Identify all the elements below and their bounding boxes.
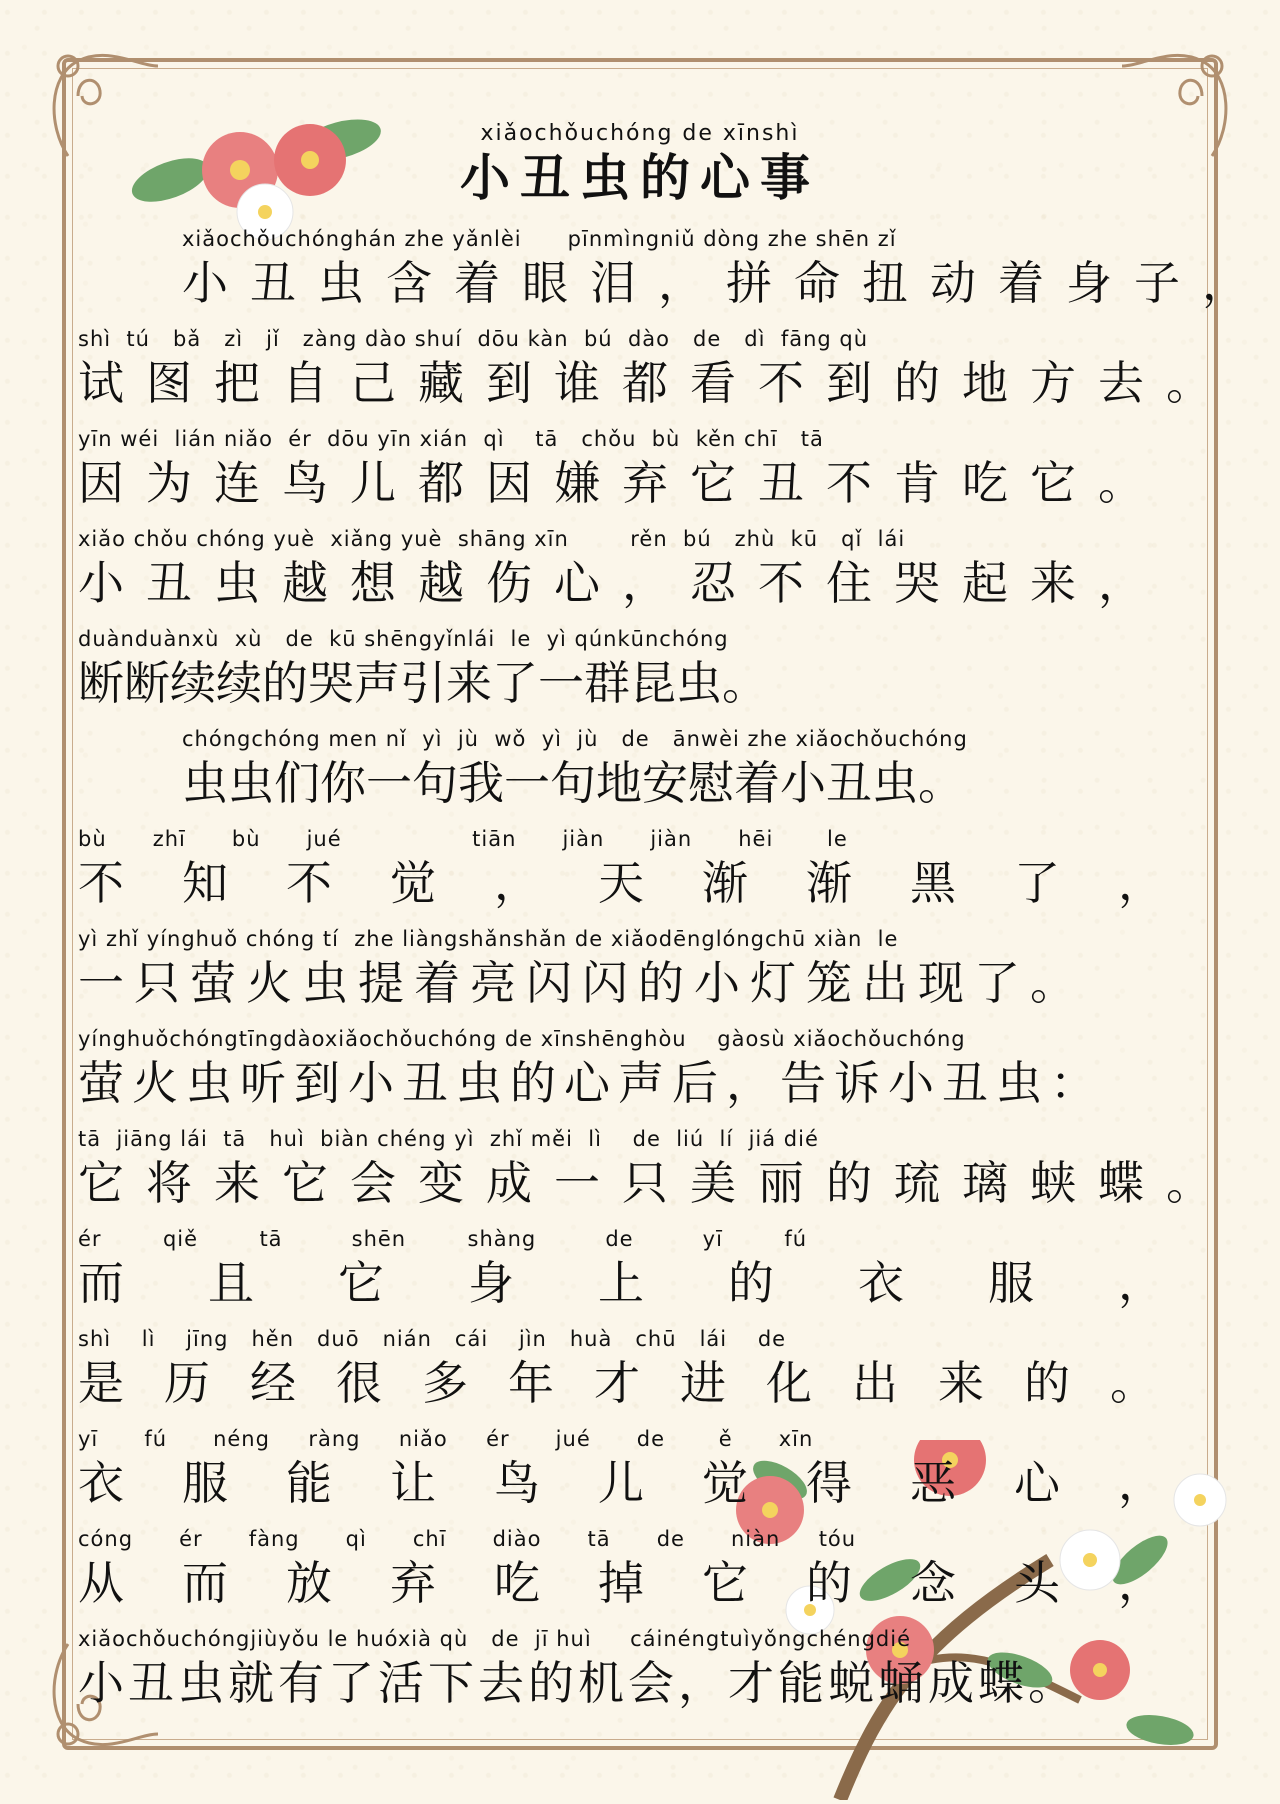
hanzi-row: 是历经很多年才进化出来的。 <box>78 1356 1196 1410</box>
text-line <box>78 824 1222 924</box>
hanzi-row: 而且它身上的衣服， <box>78 1256 1248 1310</box>
text-line <box>78 1124 1234 1224</box>
hanzi-row: 虫虫们你一句我一句地安慰着小丑虫。 <box>182 756 964 810</box>
pinyin-row: yínghuǒchóngtīngdàoxiǎochǒuchóng de xīnshēnghòu gàosù xiǎochǒuchóng <box>78 1027 966 1051</box>
text-line <box>78 1224 1248 1324</box>
pinyin-row: bù zhī bù jué tiān jiàn jiàn hēi le <box>78 827 848 851</box>
hanzi-row: 一只萤火虫提着亮闪闪的小灯笼出现了。 <box>78 956 1086 1010</box>
text-line <box>78 324 1234 424</box>
title-pinyin: xiǎochǒuchóng de xīnshì <box>480 121 800 146</box>
text-line <box>78 224 1270 324</box>
hanzi-row: 断断续续的哭声引来了一群昆虫。 <box>78 656 768 710</box>
hanzi-row: 从而放弃吃掉它的念头， <box>78 1556 1222 1610</box>
text-line <box>78 924 1208 1024</box>
text-line <box>78 1424 1222 1524</box>
text-line <box>78 1624 1208 1724</box>
hanzi-row: 它将来它会变成一只美丽的琉璃蛱蝶。 <box>78 1156 1234 1210</box>
hanzi-row: 小丑虫就有了活下去的机会，才能蜕蛹成蝶。 <box>78 1656 1078 1710</box>
text-line <box>78 624 1208 724</box>
pinyin-row: cóng ér fàng qì chī diào tā de niàn tóu <box>78 1527 857 1551</box>
pinyin-row: yīn wéi lián niǎo ér dōu yīn xián qì tā chǒu bù kěn chī tā <box>78 427 824 451</box>
pinyin-row: xiǎo chǒu chóng yuè xiǎng yuè shāng xīn rěn bú zhù kū qǐ lái <box>78 527 906 551</box>
hanzi-row: 小丑虫越想越伤心，忍不住哭起来， <box>78 556 1166 610</box>
hanzi-row: 小丑虫含着眼泪，拼命扭动着身子， <box>182 256 1270 310</box>
pinyin-row: yī fú néng ràng niǎo ér jué de ě xīn <box>78 1427 814 1451</box>
pinyin-row: shì lì jīng hěn duō nián cái jìn huà chū lái de <box>78 1327 787 1351</box>
hanzi-row: 衣服能让鸟儿觉得恶心， <box>78 1456 1222 1510</box>
text-line <box>78 724 1208 824</box>
title-block <box>0 120 1280 208</box>
pinyin-row: xiǎochǒuchónghán zhe yǎnlèi pīnmìngniǔ dòng zhe shēn zǐ <box>182 227 897 251</box>
pinyin-row: chóngchóng men nǐ yì jù wǒ yì jù de ānwèi zhe xiǎochǒuchóng <box>182 727 968 751</box>
text-line <box>78 1324 1208 1424</box>
pinyin-row: shì tú bǎ zì jǐ zàng dào shuí dōu kàn bú dào de dì fāng qù <box>78 327 869 351</box>
pinyin-row: ér qiě tā shēn shàng de yī fú <box>78 1227 808 1251</box>
hanzi-row: 因为连鸟儿都因嫌弃它丑不肯吃它。 <box>78 456 1166 510</box>
hanzi-row: 萤火虫听到小丑虫的心声后，告诉小丑虫： <box>78 1056 1104 1110</box>
hanzi-row: 试图把自己藏到谁都看不到的地方去。 <box>78 356 1234 410</box>
pinyin-row: duànduànxù xù de kū shēngyǐnlái le yì qúnkūnchóng <box>78 627 729 651</box>
pinyin-row: tā jiāng lái tā huì biàn chéng yì zhǐ měi lì de liú lí jiá dié <box>78 1127 819 1151</box>
text-line <box>78 1524 1222 1624</box>
story-body <box>78 224 1270 1724</box>
text-line <box>78 524 1208 624</box>
text-line <box>78 1024 1208 1124</box>
hanzi-row: 不知不觉，天渐渐黑了， <box>78 856 1222 910</box>
page-title: 小丑虫的心事 <box>460 149 820 207</box>
text-line <box>78 424 1208 524</box>
pinyin-row: xiǎochǒuchóngjiùyǒu le huóxià qù de jī huì cáinéngtuìyǒngchéngdié <box>78 1627 911 1651</box>
pinyin-row: yì zhǐ yínghuǒ chóng tí zhe liàngshǎnshǎn de xiǎodēnglóngchū xiàn le <box>78 927 899 951</box>
